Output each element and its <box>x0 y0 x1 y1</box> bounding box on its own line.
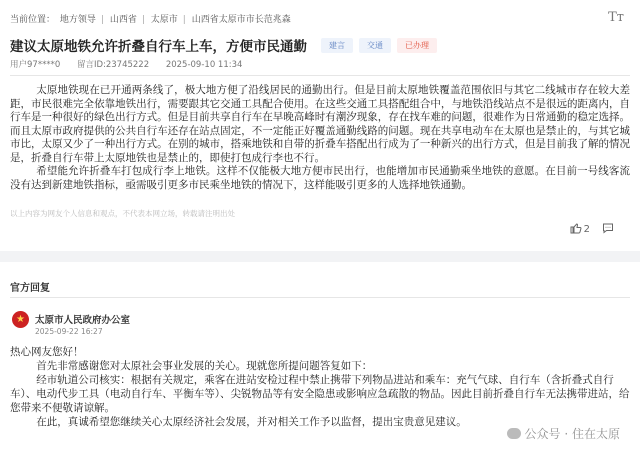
page-title: 建议太原地铁允许折叠自行车上车，方便市民通勤 <box>10 39 307 55</box>
breadcrumb-prefix: 当前位置： <box>10 15 56 25</box>
message-body <box>10 84 630 192</box>
thumbs-up-icon[interactable] <box>570 222 582 237</box>
breadcrumb <box>10 12 293 25</box>
reply-date: 2025-09-22 16:27 <box>35 327 103 336</box>
breadcrumb-item-mayor[interactable]: 山西省太原市市长范兆森 <box>191 15 291 25</box>
status-badge: 已办理 <box>397 38 437 53</box>
breadcrumb-separator: | <box>100 15 104 25</box>
like-count: 2 <box>583 224 590 235</box>
post-date: 2025-09-10 11:34 <box>165 60 243 70</box>
tag-traffic: 交通 <box>359 38 391 53</box>
breadcrumb-item-local-leaders[interactable]: 地方领导 <box>59 15 96 25</box>
reply-heading: 官方回复 <box>10 283 50 294</box>
breadcrumb-separator: | <box>141 15 145 25</box>
wechat-icon <box>507 428 521 439</box>
message-paragraph: 希望能允许折叠车打包成行李上地铁。这样不仅能极大地方便市民出行，也能增加市民通勤乘坐地铁的意愿。在目前一号线客流没有达到新建地铁指标，亟需吸引更多市民乘坐地铁的情况下，这样能吸引更多的人选择地铁通勤。 <box>10 165 630 191</box>
reply-paragraph: 首先非常感谢您对太原社会事业发展的关心。现就您所提问题答复如下： <box>36 360 373 372</box>
disclaimer: 以上内容为网友个人信息和观点，不代表本网立场，转载请注明出处 <box>10 209 235 218</box>
official-reply-card <box>0 262 640 462</box>
reply-body <box>10 345 630 429</box>
divider <box>10 75 630 76</box>
org-name: 太原市人民政府办公室 <box>35 315 131 326</box>
watermark <box>507 425 620 442</box>
breadcrumb-item-shanxi[interactable]: 山西省 <box>109 15 137 25</box>
breadcrumb-separator: | <box>182 15 186 25</box>
font-size-icon[interactable]: Tт <box>608 10 624 25</box>
post-meta <box>10 58 256 70</box>
government-emblem-icon: ★ <box>12 311 29 328</box>
comment-icon[interactable] <box>602 222 614 237</box>
reply-greeting: 热心网友您好！ <box>10 346 84 358</box>
message-paragraph: 太原地铁现在已开通两条线了，极大地方便了沿线居民的通勤出行。但是目前太原地铁覆盖范围依旧与其它二线城市存在较大差距，市民很难完全依靠地铁出行，需要跟其它交通工具配合使用。在这些交通工具搭配组合中，与地铁沿线站点不是很远的距离内，自行车是一种很好的绿色出行方式。但是目前共享自行车在早晚高峰时有潮汐现象，存在找车难的问题，很难作为日常通勤的稳定选择。而且太原市政府提供的公共自行车还存在站点固定，不一定能正好覆盖通勤线路的问题。现在共享电动车在太原也是禁止的，与其它城市比，太原又少了一种出行方式。在别的城市，搭乘地铁和自带的折叠车搭配出行成为了一种新兴的出行方式，但是目前我了解的情况是，折叠自行车带上太原地铁也是禁止的，即使打包成行李也不行。 <box>10 84 630 164</box>
post-actions <box>570 222 614 237</box>
watermark-text: 公众号 · 住在太原 <box>524 427 620 441</box>
breadcrumb-item-taiyuan[interactable]: 太原市 <box>150 15 178 25</box>
reply-paragraph: 经市轨道公司核实：根据有关规定，乘客在进站安检过程中禁止携带下列物品进站和乘车：充气气球、自行车（含折叠式自行车）、电动代步工具（电动自行车、平衡车等）、尖锐物品等有安全隐患或影响应急疏散的物品。因此目前折叠自行车无法携带进站，给您带来不便敬请谅解。 <box>10 374 630 414</box>
reply-paragraph: 在此，真诚希望您继续关心太原经济社会发展，并对相关工作予以监督，提出宝贵意见建议。 <box>36 416 467 428</box>
message-id: 留言ID:23745222 <box>76 60 150 70</box>
user-name: 用户97****0 <box>10 60 61 70</box>
title-row <box>10 35 437 55</box>
tag-suggestion: 建言 <box>321 38 353 53</box>
divider <box>10 297 630 298</box>
